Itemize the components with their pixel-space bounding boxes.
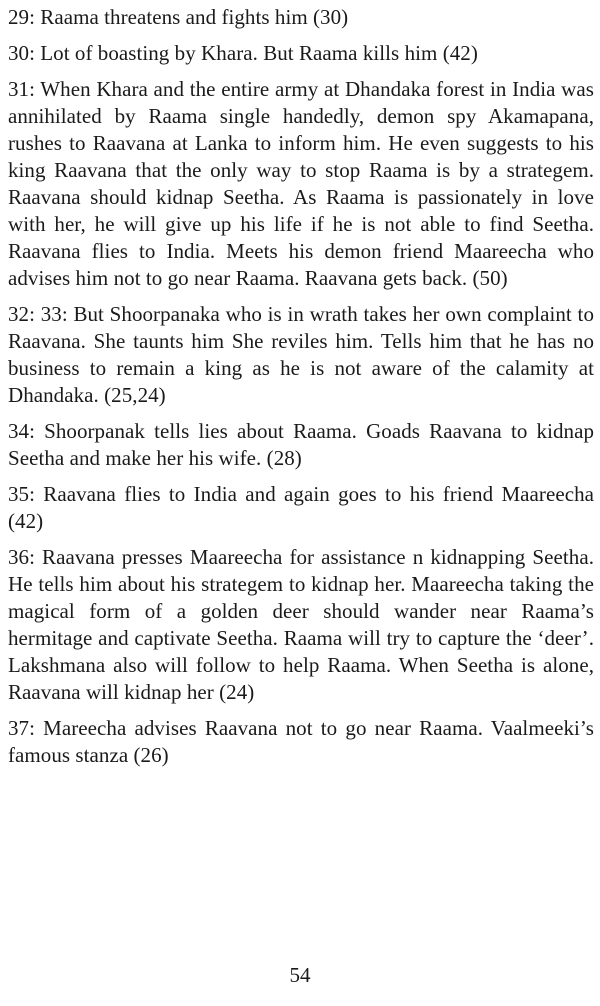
- page-number: 54: [289, 963, 311, 987]
- paragraph-36: 36: Raavana presses Maareecha for assistance n kidnapping Seetha. He tells him about his strategem to kidnap her. Maareecha taking the magical form of a golden deer should wander near Raama’s hermitage and captivate Seetha. Raama will try to capture the ‘deer’. Lakshmana also will follow to help Raama. When Seetha is alone, Raavana will kidnap her (24): [8, 545, 594, 704]
- paragraph-37: 37: Mareecha advises Raavana not to go near Raama. Vaalmeeki’s famous stanza (26): [8, 716, 594, 767]
- paragraph-35: 35: Raavana flies to India and again goes to his friend Maareecha (42): [8, 482, 594, 533]
- paragraph-31: 31: When Khara and the entire army at Dhandaka forest in India was annihilated by Raama single handedly, demon spy Akamapana, rushes to Raavana at Lanka to inform him. He even suggests to his king Raavana that the only way to stop Raama is by a strategem. Raavana should kidnap Seetha. As Raama is passionately in love with her, he will give up his life if he is not able to find Seetha. Raavana flies to India. Meets his demon friend Maareecha who advises him not to go near Raama. Raavana gets back. (50): [8, 77, 594, 290]
- paragraph-32-33: 32: 33: But Shoorpanaka who is in wrath takes her own complaint to Raavana. She taunts him She reviles him. Tells him that he has no business to remain a king as he is not aware of the calamity at Dhandaka. (25,24): [8, 302, 594, 407]
- paragraph-29: 29: Raama threatens and fights him (30): [8, 5, 349, 29]
- paragraph-30: 30: Lot of boasting by Khara. But Raama kills him (42): [8, 41, 478, 65]
- paragraph-34: 34: Shoorpanak tells lies about Raama. Goads Raavana to kidnap Seetha and make her his wife. (28): [8, 419, 594, 470]
- page-body: [8, 4, 594, 778]
